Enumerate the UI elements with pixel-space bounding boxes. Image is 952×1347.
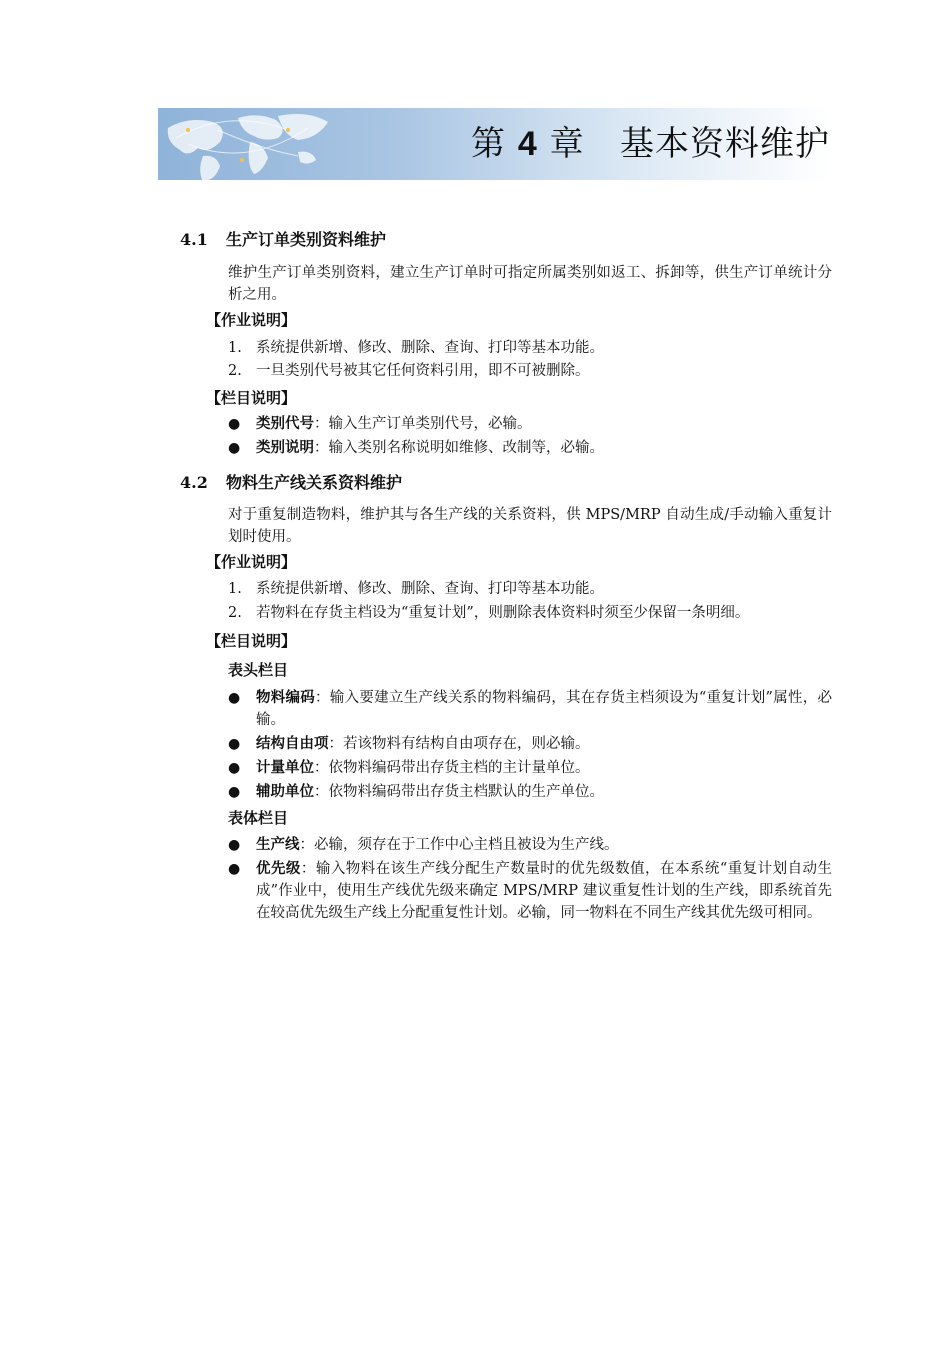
bullet-icon: ● [228, 690, 241, 706]
bullet-icon: ● [228, 784, 241, 800]
field-name: 类别代号 [256, 415, 314, 432]
bullet-icon: ● [228, 837, 241, 853]
chapter-prefix: 第 [471, 124, 507, 164]
bullet-icon: ● [228, 736, 241, 752]
field-name: 类别说明 [256, 439, 314, 456]
list-item [228, 602, 749, 624]
field-desc: ：必输，须存在于工作中心主档且被设为生产线。 [299, 837, 619, 853]
field-desc: ：输入物料在该生产线分配生产数量时的优先级数值，在本系统“重复计划自动生成”作业中，使用生产线优先级来确定 MPS/MRP 建议重复性计划的生产线，即系统首先在较高优先级生产线上分配重复性计划。必输，同一物料在不同生产线其优先级可相同。 [256, 861, 832, 921]
field-item [228, 757, 832, 779]
section-title: 生产订单类别资料维护 [226, 230, 387, 249]
item-index: 2. [228, 363, 242, 379]
section-number: 4.2 [180, 473, 208, 492]
section-heading [180, 230, 386, 250]
field-name: 物料编码 [256, 689, 316, 706]
chapter-suffix: 章 [549, 124, 585, 164]
list-item [228, 337, 604, 359]
field-desc: ：若该物料有结构自由项存在，则必输。 [328, 736, 590, 752]
section-number: 4.1 [180, 230, 208, 249]
field-desc: ：依物料编码带出存货主档的主计量单位。 [314, 760, 590, 776]
ops-label: 【作业说明】 [206, 553, 297, 571]
field-item [228, 687, 832, 731]
fields-label: 【栏目说明】 [206, 632, 297, 650]
field-item [228, 437, 832, 459]
field-item [228, 834, 832, 856]
list-item [228, 360, 590, 382]
field-desc: ：输入要建立生产线关系的物料编码，其在存货主档须设为“重复计划”属性，必输。 [256, 690, 832, 728]
chapter-banner [158, 108, 830, 180]
bullet-icon: ● [228, 440, 241, 456]
body-fields-label: 表体栏目 [228, 809, 289, 827]
item-index: 1. [228, 340, 242, 356]
field-desc: ：依物料编码带出存货主档默认的生产单位。 [314, 784, 604, 800]
fields-label: 【栏目说明】 [206, 389, 297, 407]
section-heading [180, 473, 402, 493]
field-item [228, 733, 832, 755]
chapter-title [471, 124, 830, 164]
field-desc: ：输入生产订单类别代号，必输。 [314, 416, 532, 432]
section-intro: 维护生产订单类别资料，建立生产订单时可指定所属类别如返工、拆卸等，供生产订单统计分析之用。 [228, 265, 832, 303]
ops-label: 【作业说明】 [206, 311, 297, 329]
item-text: 系统提供新增、修改、删除、查询、打印等基本功能。 [256, 581, 604, 597]
field-name: 计量单位 [256, 759, 314, 776]
list-item [228, 578, 604, 600]
chapter-number: 4 [517, 125, 538, 163]
chapter-name: 基本资料维护 [620, 124, 830, 164]
item-text: 系统提供新增、修改、删除、查询、打印等基本功能。 [256, 340, 604, 356]
section-intro: 对于重复制造物料，维护其与各生产线的关系资料，供 MPS/MRP 自动生成/手动输入重复计划时使用。 [228, 507, 832, 545]
field-item [228, 781, 832, 803]
item-text: 若物料在存货主档设为“重复计划”，则删除表体资料时须至少保留一条明细。 [256, 605, 750, 621]
section-title: 物料生产线关系资料维护 [226, 473, 403, 492]
field-item [228, 413, 832, 435]
bullet-icon: ● [228, 416, 241, 432]
bullet-icon: ● [228, 760, 241, 776]
bullet-icon: ● [228, 861, 241, 877]
field-name: 优先级 [256, 860, 301, 877]
field-name: 生产线 [256, 836, 300, 853]
item-text: 一旦类别代号被其它任何资料引用，即不可被删除。 [256, 363, 590, 379]
item-index: 2. [228, 605, 242, 621]
item-index: 1. [228, 581, 242, 597]
field-desc: ：输入类别名称说明如维修、改制等，必输。 [314, 440, 604, 456]
field-item [228, 858, 832, 924]
field-name: 辅助单位 [256, 783, 314, 800]
header-fields-label: 表头栏目 [228, 661, 289, 679]
field-name: 结构自由项 [256, 735, 329, 752]
